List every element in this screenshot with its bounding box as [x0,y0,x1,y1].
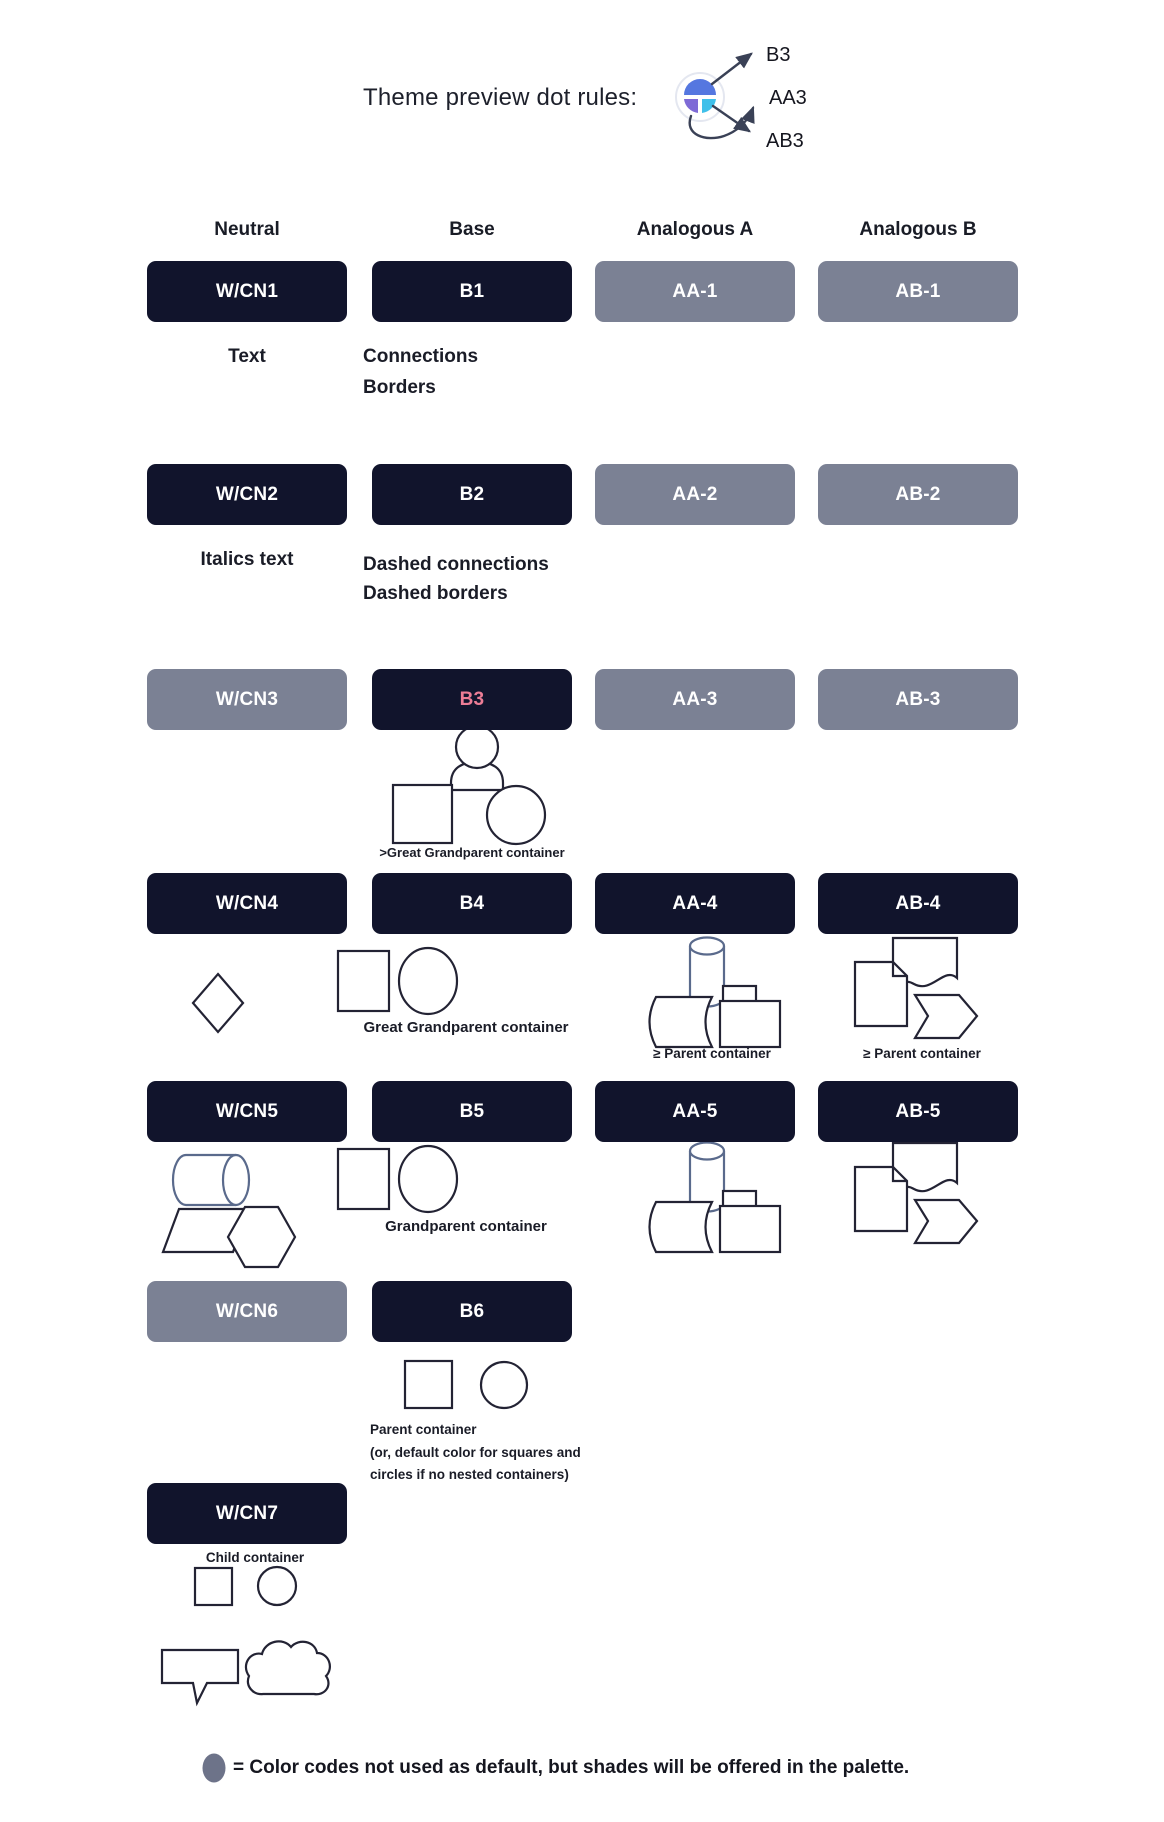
circle-shape-b6 [481,1362,527,1408]
column-header-neutral: Neutral [214,219,280,240]
square-shape-b5 [338,1149,389,1209]
stored-data-shape-aa5 [650,1202,713,1252]
note-italics-text: Italics text [200,549,294,570]
swatch-b3: B3 [372,669,572,730]
swatch-b1: B1 [372,261,572,322]
note-parent-line1: Parent container [370,1422,477,1437]
chevron-shape-ab4 [915,995,977,1038]
document-shape-ab5 [855,1167,907,1231]
note-parent-line2: (or, default color for squares and [370,1444,581,1460]
swatch-b4: B4 [372,873,572,934]
note-dashed [363,550,549,608]
note-connections: Connections [363,346,479,367]
legend-dot-icon [203,1754,226,1783]
swatch-wcn1: W/CN1 [147,261,347,322]
square-shape-b4 [338,951,389,1011]
swatch-ab2: AB-2 [818,464,1018,525]
square-shape-wcn7 [195,1568,232,1605]
cloud-icon [246,1641,330,1694]
cylinder-top-aa4 [690,938,724,955]
swatch-b2: B2 [372,464,572,525]
swatch-wcn2: W/CN2 [147,464,347,525]
column-header-analogous-b: Analogous B [859,219,977,240]
dot-rule-label-b3: B3 [766,44,791,66]
column-header-analogous-a: Analogous A [636,219,754,240]
swatch-ab1: AB-1 [818,261,1018,322]
horizontal-cylinder-end-wcn5 [223,1155,249,1205]
swatch-ab4: AB-4 [818,873,1018,934]
square-shape-b3 [393,785,452,843]
swatch-aa5: AA-5 [595,1081,795,1142]
note-great-grandparent: Great Grandparent container [363,1019,569,1036]
circle-shape-b3 [487,786,545,844]
swatch-aa3: AA-3 [595,669,795,730]
column-header-base: Base [449,219,495,240]
diamond-shape-wcn4 [193,974,243,1032]
circle-shape-wcn7 [258,1567,296,1605]
note-child-container: Child container [205,1550,305,1565]
note-dashed-borders: Dashed borders [363,583,508,604]
swatch-wcn6: W/CN6 [147,1281,347,1342]
note-parent-default [370,1419,581,1487]
person-head-shape [456,726,498,768]
note-parent-line3: circles if no nested containers) [370,1467,569,1482]
ellipse-shape-b5 [399,1146,457,1212]
folder-body-aa4 [720,1001,780,1047]
cylinder-top-aa5 [690,1143,724,1160]
note-parent-container-aa: ≥ Parent container [653,1046,771,1061]
dot-rule-label-ab3: AB3 [766,130,804,152]
ellipse-shape-b4 [399,948,457,1014]
swatch-aa2: AA-2 [595,464,795,525]
legend-text: = Color codes not used as default, but shades will be offered in the palette. [233,1757,910,1778]
square-shape-b6 [405,1361,452,1408]
document-shape-ab4 [855,962,907,1026]
page-title: Theme preview dot rules: [363,84,638,111]
swatch-b6: B6 [372,1281,572,1342]
note-borders: Borders [363,377,436,398]
arrow-to-b3 [712,54,751,84]
arrow-to-ab3 [713,106,749,131]
note-grandparent: Grandparent container [385,1218,547,1235]
swatch-aa4: AA-4 [595,873,795,934]
swatch-wcn7: W/CN7 [147,1483,347,1544]
note-connections-borders [363,341,478,403]
folder-body-aa5 [720,1206,780,1252]
swatch-ab3: AB-3 [818,669,1018,730]
speech-bubble-icon [162,1650,238,1703]
note-parent-container-ab: ≥ Parent container [863,1046,981,1061]
dot-rule-label-aa3: AA3 [769,87,807,109]
note-text: Text [228,346,266,367]
chevron-shape-ab5 [915,1200,977,1243]
note-great-grandparent-arrow: >Great Grandparent container [379,845,565,860]
swatch-ab5: AB-5 [818,1081,1018,1142]
swatch-wcn5: W/CN5 [147,1081,347,1142]
swatch-wcn3: W/CN3 [147,669,347,730]
note-dashed-connections: Dashed connections [363,554,549,575]
stored-data-shape-aa4 [650,997,713,1047]
swatch-wcn4: W/CN4 [147,873,347,934]
swatch-aa1: AA-1 [595,261,795,322]
swatch-b5: B5 [372,1081,572,1142]
